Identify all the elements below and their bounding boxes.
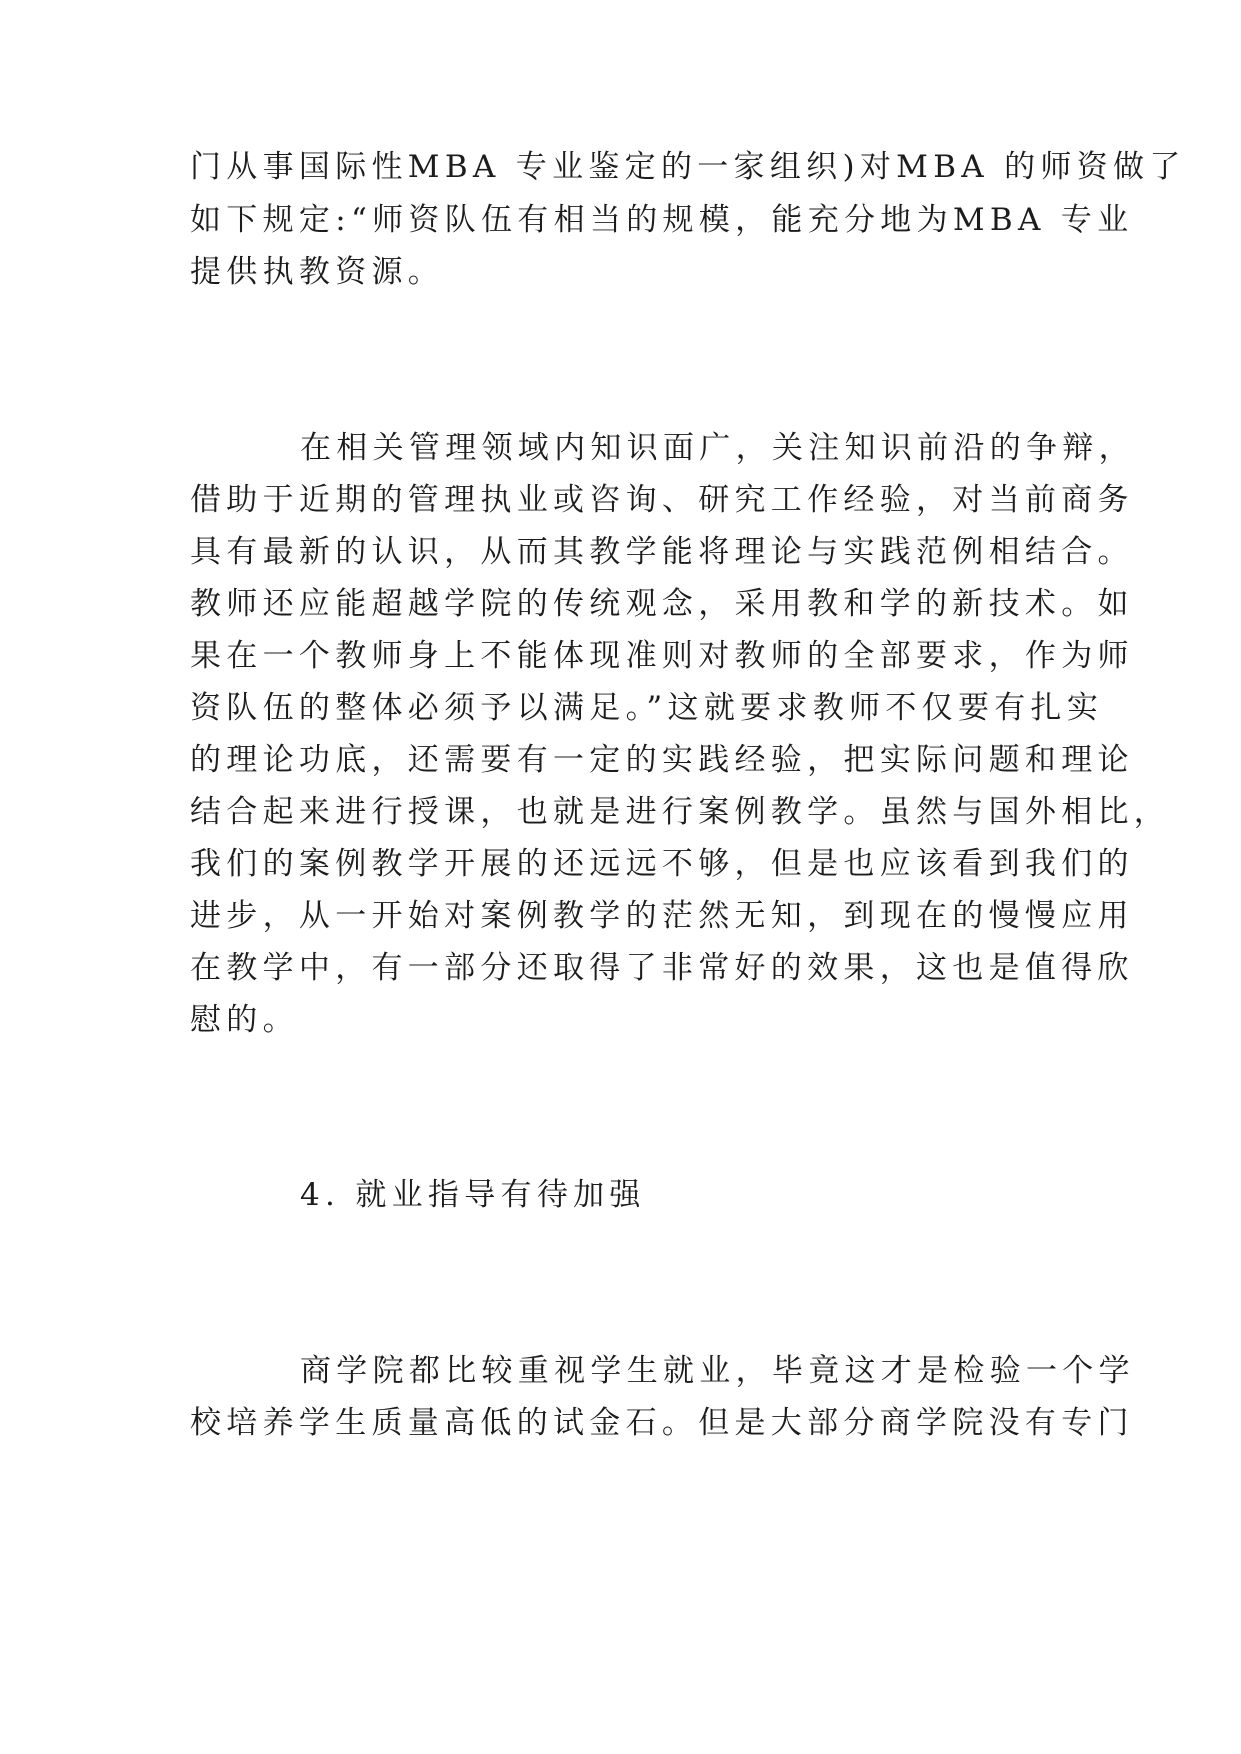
text-line: 资队伍的整体必须予以满足。”这就要求教师不仅要有扎实 bbox=[190, 690, 1104, 726]
text-line: 慰的。 bbox=[190, 1002, 299, 1038]
text-line: 的理论功底，还需要有一定的实践经验，把实际问题和理论 bbox=[190, 742, 1134, 778]
text-line: 如下规定:“师资队伍有相当的规模，能充分地为MBA 专业 bbox=[190, 202, 1134, 238]
text-line: 商学院都比较重视学生就业，毕竟这才是检验一个学 bbox=[300, 1353, 1135, 1389]
text-line: 我们的案例教学开展的还远远不够，但是也应该看到我们的 bbox=[190, 846, 1134, 882]
text-line: 借助于近期的管理执业或咨询、研究工作经验，对当前商务 bbox=[190, 482, 1134, 518]
text-line: 校培养学生质量高低的试金石。但是大部分商学院没有专门 bbox=[190, 1405, 1134, 1441]
text-line: 门从事国际性MBA 专业鉴定的一家组织)对MBA 的师资做了 bbox=[190, 149, 1186, 185]
text-line: 在相关管理领域内知识面广，关注知识前沿的争辩， bbox=[300, 430, 1135, 466]
text-line: 提供执教资源。 bbox=[190, 254, 445, 290]
text-line: 教师还应能超越学院的传统观念，采用教和学的新技术。如 bbox=[190, 586, 1134, 622]
text-line: 具有最新的认识，从而其教学能将理论与实践范例相结合。 bbox=[190, 534, 1134, 570]
section-heading: 4. 就业指导有待加强 bbox=[300, 1177, 646, 1213]
text-line: 果在一个教师身上不能体现准则对教师的全部要求，作为师 bbox=[190, 638, 1134, 674]
text-line: 在教学中，有一部分还取得了非常好的效果，这也是值得欣 bbox=[190, 950, 1134, 986]
text-line: 结合起来进行授课，也就是进行案例教学。虽然与国外相比， bbox=[190, 794, 1171, 830]
text-line: 进步，从一开始对案例教学的茫然无知，到现在的慢慢应用 bbox=[190, 898, 1134, 934]
